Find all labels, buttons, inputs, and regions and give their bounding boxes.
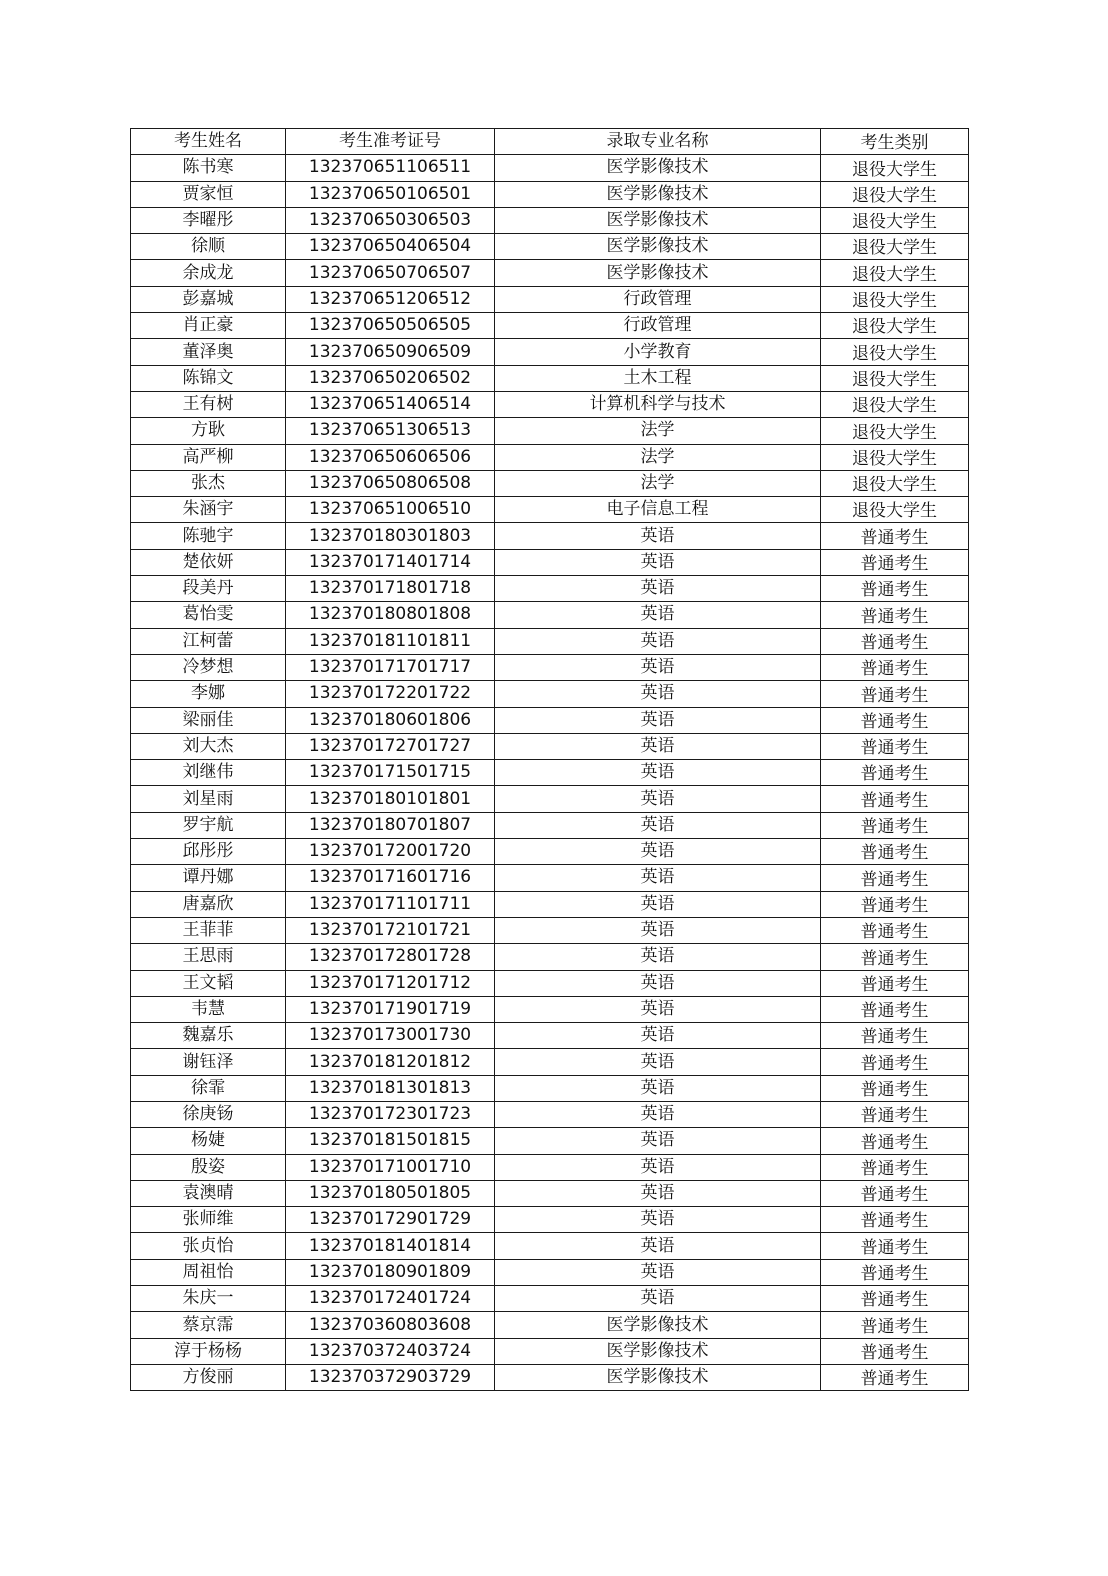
admitted-major-cell: 医学影像技术 bbox=[495, 260, 821, 286]
candidate-name-cell: 贾家恒 bbox=[131, 181, 286, 207]
candidate-category-cell: 退役大学生 bbox=[821, 155, 969, 181]
table-row bbox=[131, 576, 969, 602]
table-row bbox=[131, 1075, 969, 1101]
table-row bbox=[131, 391, 969, 417]
table-row bbox=[131, 523, 969, 549]
candidate-name-cell: 葛怡雯 bbox=[131, 602, 286, 628]
candidate-category-cell: 普通考生 bbox=[821, 865, 969, 891]
candidate-category-cell: 普通考生 bbox=[821, 1233, 969, 1259]
candidate-category-cell: 普通考生 bbox=[821, 1259, 969, 1285]
candidate-category-cell: 退役大学生 bbox=[821, 207, 969, 233]
table-row bbox=[131, 602, 969, 628]
table-body bbox=[131, 155, 969, 1391]
candidate-category-cell: 退役大学生 bbox=[821, 391, 969, 417]
exam-number-cell: 132370171501715 bbox=[286, 760, 495, 786]
exam-number-cell: 132370181201812 bbox=[286, 1049, 495, 1075]
exam-number-cell: 132370180701807 bbox=[286, 812, 495, 838]
table-row bbox=[131, 207, 969, 233]
candidate-name-cell: 蔡京霈 bbox=[131, 1312, 286, 1338]
admitted-major-cell: 英语 bbox=[495, 1023, 821, 1049]
admitted-major-cell: 英语 bbox=[495, 760, 821, 786]
candidate-category-cell: 退役大学生 bbox=[821, 365, 969, 391]
candidate-category-cell: 退役大学生 bbox=[821, 444, 969, 470]
candidate-category-cell: 普通考生 bbox=[821, 1049, 969, 1075]
table-row bbox=[131, 1180, 969, 1206]
table-row bbox=[131, 628, 969, 654]
table-row bbox=[131, 497, 969, 523]
admitted-major-cell: 英语 bbox=[495, 917, 821, 943]
candidate-name-cell: 陈锦文 bbox=[131, 365, 286, 391]
admitted-major-cell: 医学影像技术 bbox=[495, 1338, 821, 1364]
admitted-major-cell: 行政管理 bbox=[495, 286, 821, 312]
candidate-name-cell: 方俊丽 bbox=[131, 1364, 286, 1390]
candidate-category-cell: 普通考生 bbox=[821, 970, 969, 996]
header-candidate-category: 考生类别 bbox=[821, 129, 969, 155]
exam-number-cell: 132370372903729 bbox=[286, 1364, 495, 1390]
admitted-major-cell: 英语 bbox=[495, 786, 821, 812]
exam-number-cell: 132370360803608 bbox=[286, 1312, 495, 1338]
exam-number-cell: 132370180301803 bbox=[286, 523, 495, 549]
exam-number-cell: 132370650206502 bbox=[286, 365, 495, 391]
table-row bbox=[131, 891, 969, 917]
exam-number-cell: 132370180101801 bbox=[286, 786, 495, 812]
admitted-major-cell: 英语 bbox=[495, 549, 821, 575]
table-row bbox=[131, 549, 969, 575]
candidate-category-cell: 退役大学生 bbox=[821, 286, 969, 312]
candidate-category-cell: 普通考生 bbox=[821, 576, 969, 602]
candidate-name-cell: 李娜 bbox=[131, 681, 286, 707]
admitted-major-cell: 医学影像技术 bbox=[495, 1312, 821, 1338]
admitted-major-cell: 医学影像技术 bbox=[495, 155, 821, 181]
candidate-category-cell: 普通考生 bbox=[821, 786, 969, 812]
admitted-major-cell: 医学影像技术 bbox=[495, 207, 821, 233]
table-row bbox=[131, 418, 969, 444]
admitted-major-cell: 英语 bbox=[495, 944, 821, 970]
header-admitted-major: 录取专业名称 bbox=[495, 129, 821, 155]
admitted-major-cell: 英语 bbox=[495, 1180, 821, 1206]
exam-number-cell: 132370372403724 bbox=[286, 1338, 495, 1364]
exam-number-cell: 132370651106511 bbox=[286, 155, 495, 181]
candidate-name-cell: 刘大杰 bbox=[131, 733, 286, 759]
candidate-name-cell: 楚依妍 bbox=[131, 549, 286, 575]
admitted-major-cell: 医学影像技术 bbox=[495, 1364, 821, 1390]
candidate-category-cell: 普通考生 bbox=[821, 523, 969, 549]
table-row bbox=[131, 1023, 969, 1049]
exam-number-cell: 132370181401814 bbox=[286, 1233, 495, 1259]
candidate-category-cell: 普通考生 bbox=[821, 733, 969, 759]
table-row bbox=[131, 339, 969, 365]
candidate-name-cell: 陈驰宇 bbox=[131, 523, 286, 549]
exam-number-cell: 132370650706507 bbox=[286, 260, 495, 286]
exam-number-cell: 132370180801808 bbox=[286, 602, 495, 628]
admitted-major-cell: 英语 bbox=[495, 1128, 821, 1154]
admitted-major-cell: 英语 bbox=[495, 1233, 821, 1259]
exam-number-cell: 132370650306503 bbox=[286, 207, 495, 233]
exam-number-cell: 132370650806508 bbox=[286, 470, 495, 496]
table-row bbox=[131, 1049, 969, 1075]
candidate-name-cell: 方耿 bbox=[131, 418, 286, 444]
candidate-name-cell: 王思雨 bbox=[131, 944, 286, 970]
candidate-name-cell: 邱彤彤 bbox=[131, 839, 286, 865]
candidate-category-cell: 普通考生 bbox=[821, 707, 969, 733]
table-row bbox=[131, 1312, 969, 1338]
admitted-major-cell: 法学 bbox=[495, 470, 821, 496]
candidate-name-cell: 董泽奥 bbox=[131, 339, 286, 365]
exam-number-cell: 132370651306513 bbox=[286, 418, 495, 444]
exam-number-cell: 132370172101721 bbox=[286, 917, 495, 943]
candidate-category-cell: 退役大学生 bbox=[821, 418, 969, 444]
exam-number-cell: 132370650606506 bbox=[286, 444, 495, 470]
admitted-major-cell: 英语 bbox=[495, 1207, 821, 1233]
candidate-name-cell: 徐霏 bbox=[131, 1075, 286, 1101]
table-row bbox=[131, 970, 969, 996]
candidate-name-cell: 谢钰泽 bbox=[131, 1049, 286, 1075]
admitted-major-cell: 土木工程 bbox=[495, 365, 821, 391]
table-row bbox=[131, 1233, 969, 1259]
candidate-category-cell: 普通考生 bbox=[821, 628, 969, 654]
table-row bbox=[131, 260, 969, 286]
exam-number-cell: 132370172701727 bbox=[286, 733, 495, 759]
exam-number-cell: 132370172401724 bbox=[286, 1286, 495, 1312]
exam-number-cell: 132370171901719 bbox=[286, 996, 495, 1022]
candidate-name-cell: 余成龙 bbox=[131, 260, 286, 286]
candidate-category-cell: 普通考生 bbox=[821, 760, 969, 786]
candidate-category-cell: 普通考生 bbox=[821, 1128, 969, 1154]
table-row bbox=[131, 313, 969, 339]
candidate-category-cell: 普通考生 bbox=[821, 1101, 969, 1127]
candidate-name-cell: 江柯蕾 bbox=[131, 628, 286, 654]
candidate-name-cell: 徐顺 bbox=[131, 234, 286, 260]
admitted-major-cell: 英语 bbox=[495, 970, 821, 996]
table-row bbox=[131, 707, 969, 733]
table-row bbox=[131, 286, 969, 312]
candidate-name-cell: 张杰 bbox=[131, 470, 286, 496]
candidate-name-cell: 陈书寒 bbox=[131, 155, 286, 181]
candidate-category-cell: 普通考生 bbox=[821, 996, 969, 1022]
candidate-name-cell: 徐庚钖 bbox=[131, 1101, 286, 1127]
candidate-category-cell: 普通考生 bbox=[821, 602, 969, 628]
admitted-major-cell: 医学影像技术 bbox=[495, 234, 821, 260]
candidate-name-cell: 张贞怡 bbox=[131, 1233, 286, 1259]
header-candidate-name: 考生姓名 bbox=[131, 129, 286, 155]
exam-number-cell: 132370173001730 bbox=[286, 1023, 495, 1049]
candidate-name-cell: 李曜彤 bbox=[131, 207, 286, 233]
table-row bbox=[131, 1101, 969, 1127]
admitted-major-cell: 英语 bbox=[495, 1075, 821, 1101]
exam-number-cell: 132370651006510 bbox=[286, 497, 495, 523]
candidate-name-cell: 韦慧 bbox=[131, 996, 286, 1022]
candidate-category-cell: 普通考生 bbox=[821, 549, 969, 575]
candidate-category-cell: 普通考生 bbox=[821, 917, 969, 943]
admitted-major-cell: 英语 bbox=[495, 523, 821, 549]
admitted-major-cell: 英语 bbox=[495, 707, 821, 733]
exam-number-cell: 132370650406504 bbox=[286, 234, 495, 260]
table-row bbox=[131, 155, 969, 181]
candidate-name-cell: 高严柳 bbox=[131, 444, 286, 470]
table-row bbox=[131, 1259, 969, 1285]
candidate-category-cell: 普通考生 bbox=[821, 1075, 969, 1101]
exam-number-cell: 132370650906509 bbox=[286, 339, 495, 365]
exam-number-cell: 132370181501815 bbox=[286, 1128, 495, 1154]
candidate-name-cell: 张师维 bbox=[131, 1207, 286, 1233]
admitted-major-cell: 英语 bbox=[495, 839, 821, 865]
exam-number-cell: 132370171601716 bbox=[286, 865, 495, 891]
table-row bbox=[131, 1128, 969, 1154]
table-row bbox=[131, 944, 969, 970]
exam-number-cell: 132370180901809 bbox=[286, 1259, 495, 1285]
candidate-category-cell: 普通考生 bbox=[821, 1023, 969, 1049]
candidate-category-cell: 退役大学生 bbox=[821, 470, 969, 496]
exam-number-cell: 132370181301813 bbox=[286, 1075, 495, 1101]
table-header-row bbox=[131, 129, 969, 155]
admitted-major-cell: 法学 bbox=[495, 418, 821, 444]
admitted-major-cell: 英语 bbox=[495, 996, 821, 1022]
candidate-name-cell: 袁澳晴 bbox=[131, 1180, 286, 1206]
exam-number-cell: 132370181101811 bbox=[286, 628, 495, 654]
admitted-major-cell: 英语 bbox=[495, 1259, 821, 1285]
exam-number-cell: 132370171101711 bbox=[286, 891, 495, 917]
exam-number-cell: 132370172301723 bbox=[286, 1101, 495, 1127]
candidate-category-cell: 普通考生 bbox=[821, 812, 969, 838]
admitted-major-cell: 英语 bbox=[495, 1101, 821, 1127]
admitted-major-cell: 英语 bbox=[495, 1049, 821, 1075]
candidate-category-cell: 普通考生 bbox=[821, 1338, 969, 1364]
candidate-name-cell: 魏嘉乐 bbox=[131, 1023, 286, 1049]
exam-number-cell: 132370180601806 bbox=[286, 707, 495, 733]
candidate-category-cell: 普通考生 bbox=[821, 1207, 969, 1233]
admitted-major-cell: 计算机科学与技术 bbox=[495, 391, 821, 417]
admitted-major-cell: 英语 bbox=[495, 1154, 821, 1180]
admitted-major-cell: 英语 bbox=[495, 1286, 821, 1312]
exam-number-cell: 132370172201722 bbox=[286, 681, 495, 707]
table-row bbox=[131, 681, 969, 707]
candidate-name-cell: 梁丽佳 bbox=[131, 707, 286, 733]
table-row bbox=[131, 812, 969, 838]
candidate-name-cell: 周祖怡 bbox=[131, 1259, 286, 1285]
table-row bbox=[131, 1338, 969, 1364]
admitted-major-cell: 英语 bbox=[495, 654, 821, 680]
candidate-category-cell: 退役大学生 bbox=[821, 181, 969, 207]
candidate-name-cell: 唐嘉欣 bbox=[131, 891, 286, 917]
exam-number-cell: 132370171801718 bbox=[286, 576, 495, 602]
candidate-category-cell: 普通考生 bbox=[821, 654, 969, 680]
candidate-category-cell: 退役大学生 bbox=[821, 339, 969, 365]
candidate-category-cell: 普通考生 bbox=[821, 1154, 969, 1180]
candidate-category-cell: 退役大学生 bbox=[821, 260, 969, 286]
candidate-category-cell: 普通考生 bbox=[821, 1312, 969, 1338]
table-row bbox=[131, 470, 969, 496]
table-row bbox=[131, 839, 969, 865]
candidate-category-cell: 普通考生 bbox=[821, 944, 969, 970]
candidate-category-cell: 退役大学生 bbox=[821, 313, 969, 339]
exam-number-cell: 132370172001720 bbox=[286, 839, 495, 865]
admitted-major-cell: 法学 bbox=[495, 444, 821, 470]
candidate-category-cell: 普通考生 bbox=[821, 839, 969, 865]
candidate-category-cell: 退役大学生 bbox=[821, 234, 969, 260]
candidate-name-cell: 刘星雨 bbox=[131, 786, 286, 812]
candidate-name-cell: 冷梦想 bbox=[131, 654, 286, 680]
table-row bbox=[131, 786, 969, 812]
candidate-category-cell: 普通考生 bbox=[821, 681, 969, 707]
exam-number-cell: 132370171201712 bbox=[286, 970, 495, 996]
table-row bbox=[131, 181, 969, 207]
candidate-name-cell: 肖正豪 bbox=[131, 313, 286, 339]
candidate-name-cell: 淳于杨杨 bbox=[131, 1338, 286, 1364]
candidate-category-cell: 退役大学生 bbox=[821, 497, 969, 523]
candidate-name-cell: 王菲菲 bbox=[131, 917, 286, 943]
table-row bbox=[131, 654, 969, 680]
exam-number-cell: 132370172801728 bbox=[286, 944, 495, 970]
admitted-major-cell: 英语 bbox=[495, 812, 821, 838]
admitted-major-cell: 英语 bbox=[495, 865, 821, 891]
candidate-name-cell: 朱涵宇 bbox=[131, 497, 286, 523]
table-row bbox=[131, 444, 969, 470]
exam-number-cell: 132370171701717 bbox=[286, 654, 495, 680]
exam-number-cell: 132370650506505 bbox=[286, 313, 495, 339]
exam-number-cell: 132370651206512 bbox=[286, 286, 495, 312]
candidate-category-cell: 普通考生 bbox=[821, 891, 969, 917]
table-row bbox=[131, 996, 969, 1022]
admitted-major-cell: 英语 bbox=[495, 576, 821, 602]
table-row bbox=[131, 1364, 969, 1390]
admitted-major-cell: 医学影像技术 bbox=[495, 181, 821, 207]
candidate-name-cell: 王有树 bbox=[131, 391, 286, 417]
candidate-category-cell: 普通考生 bbox=[821, 1364, 969, 1390]
candidate-name-cell: 王文韬 bbox=[131, 970, 286, 996]
exam-number-cell: 132370171401714 bbox=[286, 549, 495, 575]
exam-number-cell: 132370171001710 bbox=[286, 1154, 495, 1180]
table-row bbox=[131, 365, 969, 391]
candidate-name-cell: 谭丹娜 bbox=[131, 865, 286, 891]
table-row bbox=[131, 234, 969, 260]
admitted-major-cell: 英语 bbox=[495, 681, 821, 707]
table-row bbox=[131, 733, 969, 759]
candidate-name-cell: 段美丹 bbox=[131, 576, 286, 602]
admitted-major-cell: 英语 bbox=[495, 628, 821, 654]
table-row bbox=[131, 760, 969, 786]
candidate-name-cell: 杨婕 bbox=[131, 1128, 286, 1154]
admitted-major-cell: 行政管理 bbox=[495, 313, 821, 339]
exam-number-cell: 132370180501805 bbox=[286, 1180, 495, 1206]
table-row bbox=[131, 1286, 969, 1312]
candidate-category-cell: 普通考生 bbox=[821, 1180, 969, 1206]
candidate-name-cell: 罗宇航 bbox=[131, 812, 286, 838]
table-row bbox=[131, 865, 969, 891]
admitted-major-cell: 英语 bbox=[495, 602, 821, 628]
admission-table bbox=[130, 128, 969, 1391]
candidate-name-cell: 彭嘉城 bbox=[131, 286, 286, 312]
exam-number-cell: 132370172901729 bbox=[286, 1207, 495, 1233]
admitted-major-cell: 英语 bbox=[495, 733, 821, 759]
candidate-name-cell: 朱庆一 bbox=[131, 1286, 286, 1312]
exam-number-cell: 132370651406514 bbox=[286, 391, 495, 417]
candidate-name-cell: 殷姿 bbox=[131, 1154, 286, 1180]
table-row bbox=[131, 1154, 969, 1180]
table-row bbox=[131, 917, 969, 943]
candidate-category-cell: 普通考生 bbox=[821, 1286, 969, 1312]
admitted-major-cell: 小学教育 bbox=[495, 339, 821, 365]
table-row bbox=[131, 1207, 969, 1233]
admitted-major-cell: 电子信息工程 bbox=[495, 497, 821, 523]
header-exam-number: 考生准考证号 bbox=[286, 129, 495, 155]
admitted-major-cell: 英语 bbox=[495, 891, 821, 917]
exam-number-cell: 132370650106501 bbox=[286, 181, 495, 207]
candidate-name-cell: 刘继伟 bbox=[131, 760, 286, 786]
